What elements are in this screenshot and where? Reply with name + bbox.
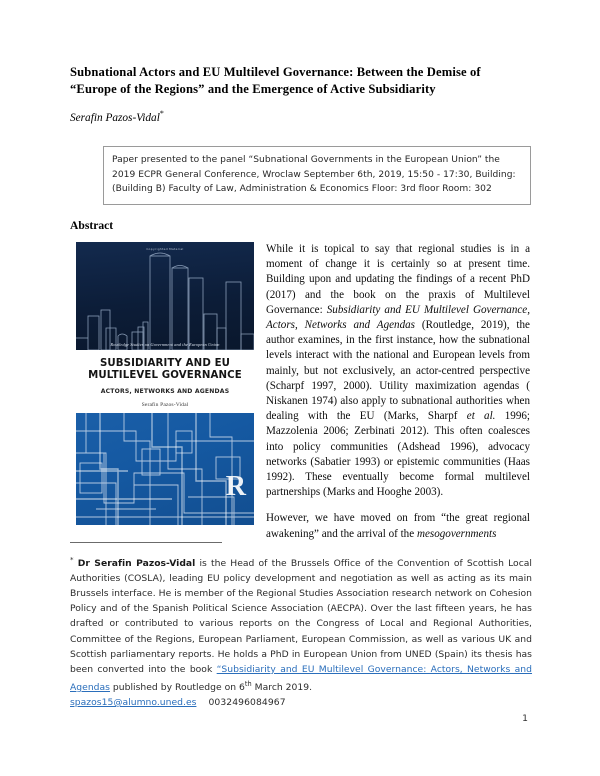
abstract-text-column xyxy=(266,242,530,542)
footnote-text xyxy=(70,553,532,710)
footnote-author-name: Dr Serafin Pazos-Vidal xyxy=(77,558,196,570)
abstract-paragraph xyxy=(266,242,530,500)
footnote-body-1: is the Head of the Brussels Office of the Convention of Scottish Local Authorities (COSLA), leading EU policy development and negotiation as well as acting as its main Brussels interface. He is member of the Regional Studies Association research network on Cohesion Policy and of the Spanish Political Science Association (AECPA). Over the last fifteen years, he has drafted or contributed to various reports on the Congress of Local and Regional Authorities, Committee of the Regions, European Parliament, European Commission, as well as various UK and Scottish parliamentary reports. He holds a PhD in European Union from UNED (Spain) its thesis has been converted into the book xyxy=(70,558,532,675)
industrial-pipes-illustration xyxy=(76,413,254,525)
book-cover-copyright-banner: Copyrighted Material xyxy=(146,247,184,251)
abstract-heading: Abstract xyxy=(70,219,114,232)
book-cover-series-line: Routledge Studies on Government and the European Union xyxy=(110,342,220,347)
abstract-italic-run: Subsidiarity and EU Multilevel Governance, Actors, Networks and Agendas xyxy=(266,303,530,332)
page-title: Subnational Actors and EU Multilevel Governance: Between the Demise of “Europe of the Regions” and the Emergence of Active Subsidiarity xyxy=(70,65,481,96)
footnote-block xyxy=(70,553,532,710)
book-cover-image xyxy=(76,242,254,525)
phone-number-value: 0032496084967 xyxy=(208,696,286,708)
abstract-paragraph xyxy=(266,511,530,541)
abstract-text-run: 1996; Mazzolenia 2006; Zerbinati 2012). This often coalesces into policy communities (Adshead 1996), advocacy networks (Sabatier 1993) or epistemic communities (Haas 1992). These eventually become formal multilevel partnerships (Marks and Hooghe 2003). xyxy=(266,410,530,499)
book-cover-subtitle: ACTORS, NETWORKS AND AGENDAS xyxy=(100,387,230,395)
abstract-text-run: However, we have moved on from “the great regional awakening” and the arrival of the xyxy=(266,512,530,540)
abstract-text-run: (Routledge, 2019), the author examines, in the first instance, how the subnational levels interact with the national and European levels from mainly, but not exclusively, an actor-centred perspective (Scharpf 1997, 2000). Utility maximization agendas ( Niskanen 1974) also apply to subnational authorities when dealing with the EU (Marks, Sharpf xyxy=(266,319,530,423)
book-cover-title: SUBSIDIARITY AND EU MULTILEVEL GOVERNANCE xyxy=(88,358,242,382)
routledge-logo: R xyxy=(225,471,246,502)
city-skyline-illustration xyxy=(76,242,254,350)
abstract-text-run: While it is topical to say that regional studies is in a moment of change it is certainly so at present time. Building upon and updating the findings of a recent PhD (2017) and the book on the praxis of Multilevel Governance: xyxy=(266,243,530,316)
date-ordinal: th xyxy=(244,679,252,688)
book-title-link[interactable]: “Subsidiarity and EU Multilevel Governance: Actors, Networks and Agendas xyxy=(70,663,533,693)
page-number: 1 xyxy=(522,713,528,724)
page-content xyxy=(70,64,533,708)
email-link[interactable]: spazos15@alumno.uned.es xyxy=(70,696,197,708)
footnote-marker: * xyxy=(70,556,74,564)
footnote-separator xyxy=(70,542,222,543)
author-name: Serafin Pazos-Vidal xyxy=(70,111,160,124)
author-line xyxy=(70,107,530,125)
book-cover-author: Serafin Pazos-Vidal xyxy=(141,401,189,408)
book-cover-bottom-panel xyxy=(76,413,254,525)
abstract-italic-run: et al. xyxy=(466,410,496,423)
author-footnote-marker: * xyxy=(159,109,164,118)
book-cover-title-band xyxy=(76,350,254,413)
footnote-body-2: published by Routledge on 6 xyxy=(109,681,245,693)
footnote-body-3: March 2019. xyxy=(251,681,313,693)
panel-presentation-text: Paper presented to the panel “Subnational Governments in the European Union” the 2019 ECPR General Conference, Wroclaw September 6th, 2019, 15:50 - 17:30, Building: (Building B) Faculty of Law, Administration & Economics Floor: 3rd floor Room: 302 xyxy=(112,155,516,195)
book-cover-top-panel xyxy=(76,242,254,350)
panel-presentation-box xyxy=(103,146,531,205)
phone-number xyxy=(196,697,208,708)
abstract-italic-run: mesogovernments xyxy=(416,527,497,540)
